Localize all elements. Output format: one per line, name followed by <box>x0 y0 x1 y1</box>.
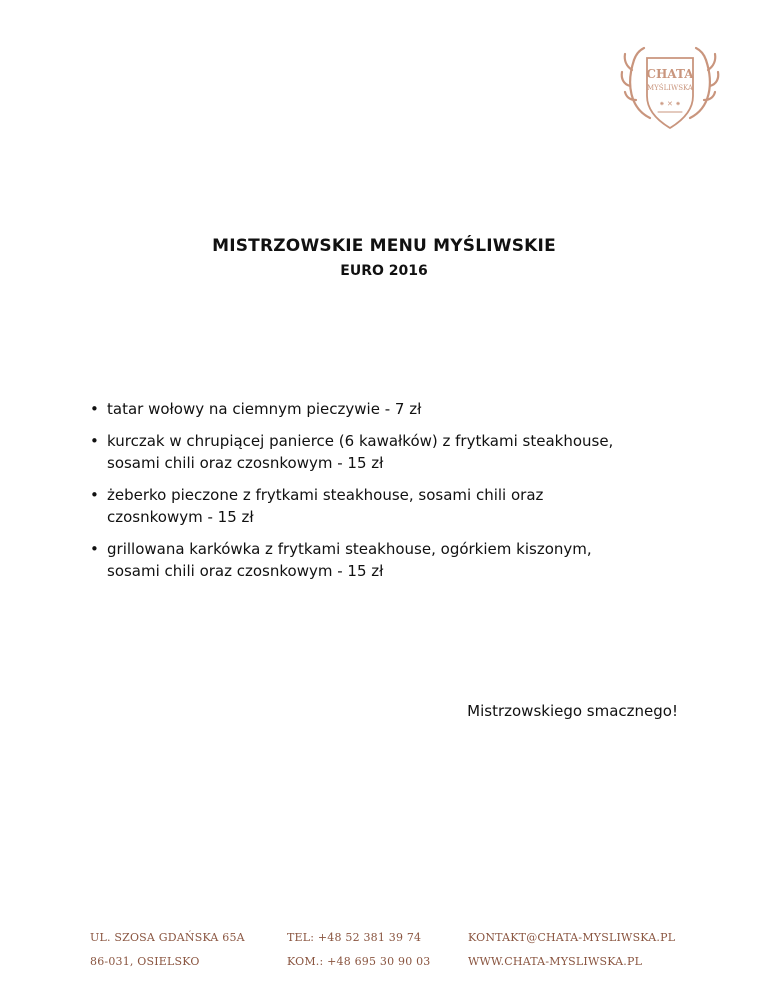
menu-item <box>90 430 690 474</box>
address-line2: 86-031, OSIELSKO <box>90 955 200 968</box>
menu-item-line2: czosnkowym - 15 zł <box>107 508 254 526</box>
address-line1: UL. SZOSA GDAŃSKA 65A <box>90 931 245 944</box>
chata-mysliwska-logo <box>620 40 720 136</box>
menu-item <box>90 484 690 528</box>
bullet-icon: • <box>90 400 99 418</box>
menu-item-line1: tatar wołowy na ciemnym pieczywie - 7 zł <box>107 400 422 418</box>
footer-address <box>90 926 245 974</box>
antlers-shield-logo-icon <box>620 40 720 136</box>
menu-item <box>90 398 690 420</box>
website-link[interactable]: WWW.CHATA-MYSLIWSKA.PL <box>468 955 643 968</box>
svg-text:⁕ ✕ ⁕: ⁕ ✕ ⁕ <box>658 100 682 108</box>
menu-item-line1: grillowana karkówka z frytkami steakhouse, ogórkiem kiszonym, <box>107 540 592 558</box>
page-subtitle: EURO 2016 <box>340 263 428 279</box>
menu-item-line2: sosami chili oraz czosnkowym - 15 zł <box>107 454 384 472</box>
bullet-icon: • <box>90 432 99 450</box>
footer-contact <box>468 926 675 974</box>
page-title: MISTRZOWSKIE MENU MYŚLIWSKIE <box>212 236 556 256</box>
bullet-icon: • <box>90 540 99 558</box>
bullet-icon: • <box>90 486 99 504</box>
menu-item <box>90 538 690 582</box>
phone-tel: TEL: +48 52 381 39 74 <box>287 931 422 944</box>
svg-text:CHATA: CHATA <box>646 67 694 81</box>
menu-item-line1: żeberko pieczone z frytkami steakhouse, sosami chili oraz <box>107 486 544 504</box>
menu-item-line2: sosami chili oraz czosnkowym - 15 zł <box>107 562 384 580</box>
closing-message: Mistrzowskiego smacznego! <box>467 702 678 720</box>
footer-phones <box>287 926 431 974</box>
menu-list <box>90 398 690 592</box>
phone-kom: KOM.: +48 695 30 90 03 <box>287 955 431 968</box>
email-link[interactable]: KONTAKT@CHATA-MYSLIWSKA.PL <box>468 931 676 944</box>
svg-text:MYŚLIWSKA: MYŚLIWSKA <box>647 84 693 92</box>
menu-item-line1: kurczak w chrupiącej panierce (6 kawałków) z frytkami steakhouse, <box>107 432 614 450</box>
